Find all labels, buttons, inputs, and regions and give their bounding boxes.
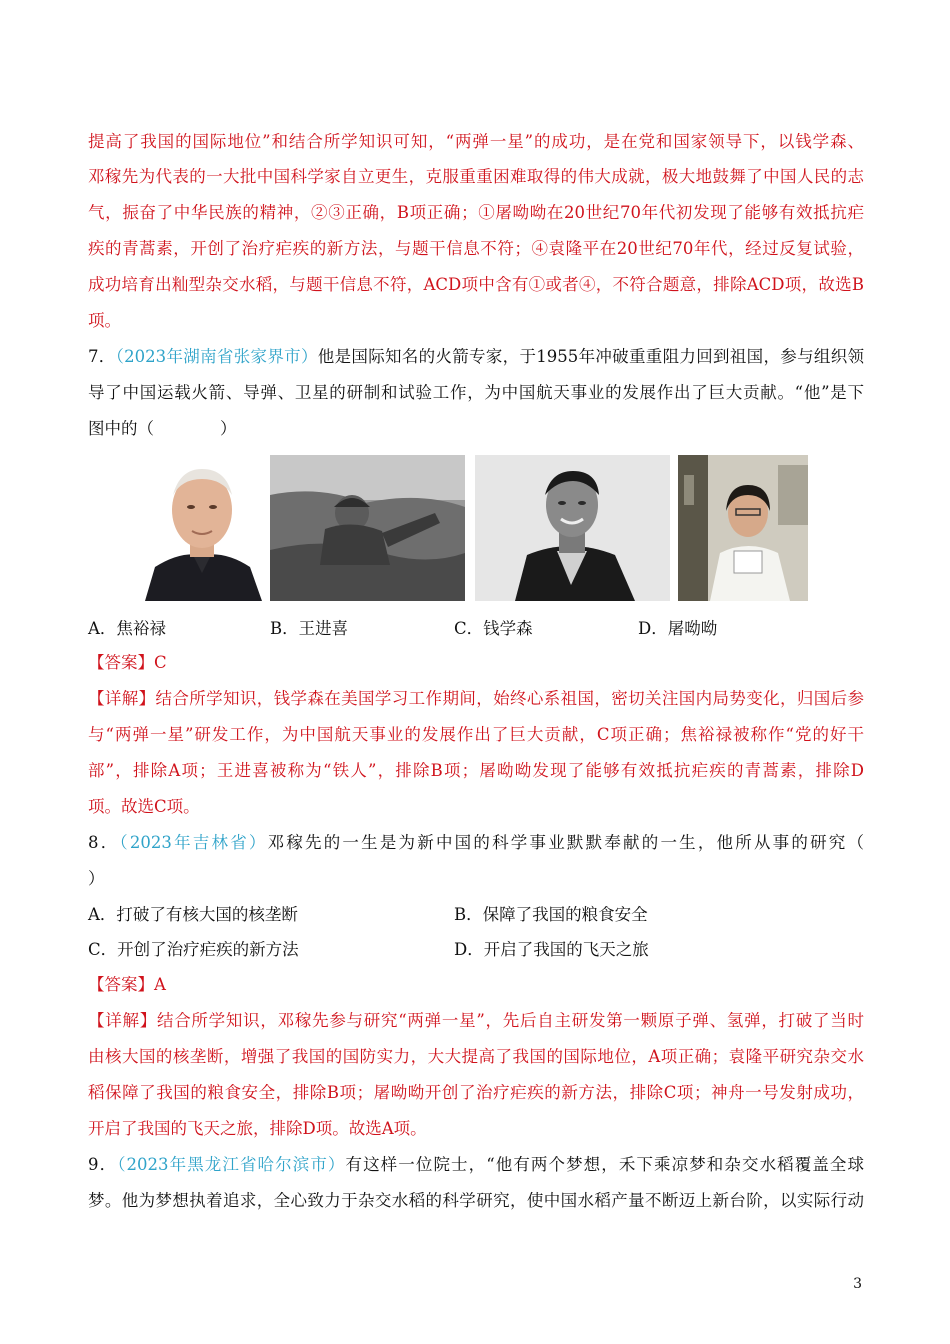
q9-stem-line-1 [88,1155,864,1175]
q8-source: （2023年吉林省） [119,833,268,852]
q8-explain-line-4: 开启了我国的飞天之旅，排除D项。故选A项。 [88,1119,427,1138]
photo-deng-jiaxian [475,455,670,601]
q7-answer [88,653,864,673]
q8-answer-value: A [154,975,166,994]
q7-stem-line-2: 导了中国运载火箭、导弹、卫星的研制和试验工作，为中国航天事业的发展作出了巨大贡献。“他”是下 [88,383,864,402]
q8-explain-line-2: 由核大国的核垄断，增强了我国的国防实力，大大提高了我国的国际地位，A项正确；袁隆平研究杂交水 [88,1047,864,1066]
q8-stem-text: 邓稼先的一生是为新中国的科学事业默默奉献的一生，他所从事的研究（ [267,833,865,852]
q8-answer [88,975,864,995]
q8-option-d[interactable]: D．开启了我国的飞天之旅 [454,940,649,959]
q6-explain-line-3: 气，振奋了中华民族的精神，②③正确，B项正确；①屠呦呦在20世纪70年代初发现了能够有效抵抗疟 [88,203,864,222]
q7-answer-value: C [154,653,167,672]
q7-option-b[interactable]: B．王进喜 [270,619,349,638]
q8-number: 8． [88,833,120,852]
q8-explain-line-3: 稻保障了我国的粮食安全，排除B项；屠呦呦开创了治疗疟疾的新方法，排除C项；神舟一号发射成功， [88,1083,864,1102]
q8-option-c[interactable]: C．开创了治疗疟疾的新方法 [88,940,299,959]
q7-stem-line-1 [88,347,864,367]
photo-wang-jinxi [270,455,465,601]
q8-explain-line-1 [88,1011,864,1031]
q7-explain-line-2: 与“两弹一星”研发工作，为中国航天事业的发展作出了巨大贡献，C项正确；焦裕禄被称作“党的好干 [88,725,864,744]
q7-explain-line-4: 项。故选C项。 [88,797,200,816]
q7-explain-line-1 [88,689,864,709]
q6-explain-line-5: 成功培育出籼型杂交水稻，与题干信息不符，ACD项中含有①或者④，不符合题意，排除ACD项，故选B [88,275,864,294]
q8-option-b[interactable]: B．保障了我国的粮食安全 [454,905,648,924]
q8-stem-line-1 [88,833,864,853]
q9-source: （2023年黑龙江省哈尔滨市） [117,1155,346,1174]
q7-option-c[interactable]: C．钱学森 [454,619,533,638]
photo-qian-xuesen [140,455,265,601]
q7-option-d[interactable]: D．屠呦呦 [638,619,718,638]
q7-number: 7． [88,347,116,366]
q9-number: 9． [88,1155,118,1174]
q7-explain-text-1: 结合所学知识，钱学森在美国学习工作期间，始终心系祖国，密切关注国内局势变化，归国后参 [155,689,865,708]
q6-explain-line-6: 项。 [88,311,121,330]
page-number: 3 [853,1276,862,1292]
q8-stem-line-2: ） [88,869,105,888]
q7-stem-line-3: 图中的（ ） [88,419,237,438]
q7-option-a[interactable]: A．焦裕禄 [88,619,166,638]
q8-explain-tag: 【详解】 [88,1011,157,1030]
q8-explain-text-1: 结合所学知识，邓稼先参与研究“两弹一星”，先后自主研发第一颗原子弹、氢弹，打破了当时 [156,1011,865,1030]
q7-explain-line-3: 部”，排除A项；王进喜被称为“铁人”，排除B项；屠呦呦发现了能够有效抵抗疟疾的青蒿素，排除D [88,761,864,780]
q8-answer-tag: 【答案】 [88,975,154,994]
q6-explain-line-4: 疾的青蒿素，开创了治疗疟疾的新方法，与题干信息不符；④袁隆平在20世纪70年代，经过反复试验， [88,239,864,258]
q8-option-a[interactable]: A．打破了有核大国的核垄断 [88,905,298,924]
q6-explain-line-1: 提高了我国的国际地位”和结合所学知识可知，“两弹一星”的成功，是在党和国家领导下，以钱学森、 [88,132,864,151]
q6-explain-line-2: 邓稼先为代表的一大批中国科学家自立更生，克服重重困难取得的伟大成就，极大地鼓舞了中国人民的志 [88,167,864,186]
q7-source: （2023年湖南省张家界市） [115,347,318,366]
q7-answer-tag: 【答案】 [88,653,154,672]
q7-explain-tag: 【详解】 [88,689,156,708]
q9-stem-line-2: 梦。他为梦想执着追求，全心致力于杂交水稻的科学研究，使中国水稻产量不断迈上新台阶，以实际行动 [88,1191,864,1210]
photo-tu-youyou [678,455,808,601]
q7-stem-text: 他是国际知名的火箭专家，于1955年冲破重重阻力回到祖国，参与组织领 [317,347,865,366]
q9-stem-text: 有这样一位院士，“他有两个梦想，禾下乘凉梦和杂交水稻覆盖全球 [345,1155,865,1174]
